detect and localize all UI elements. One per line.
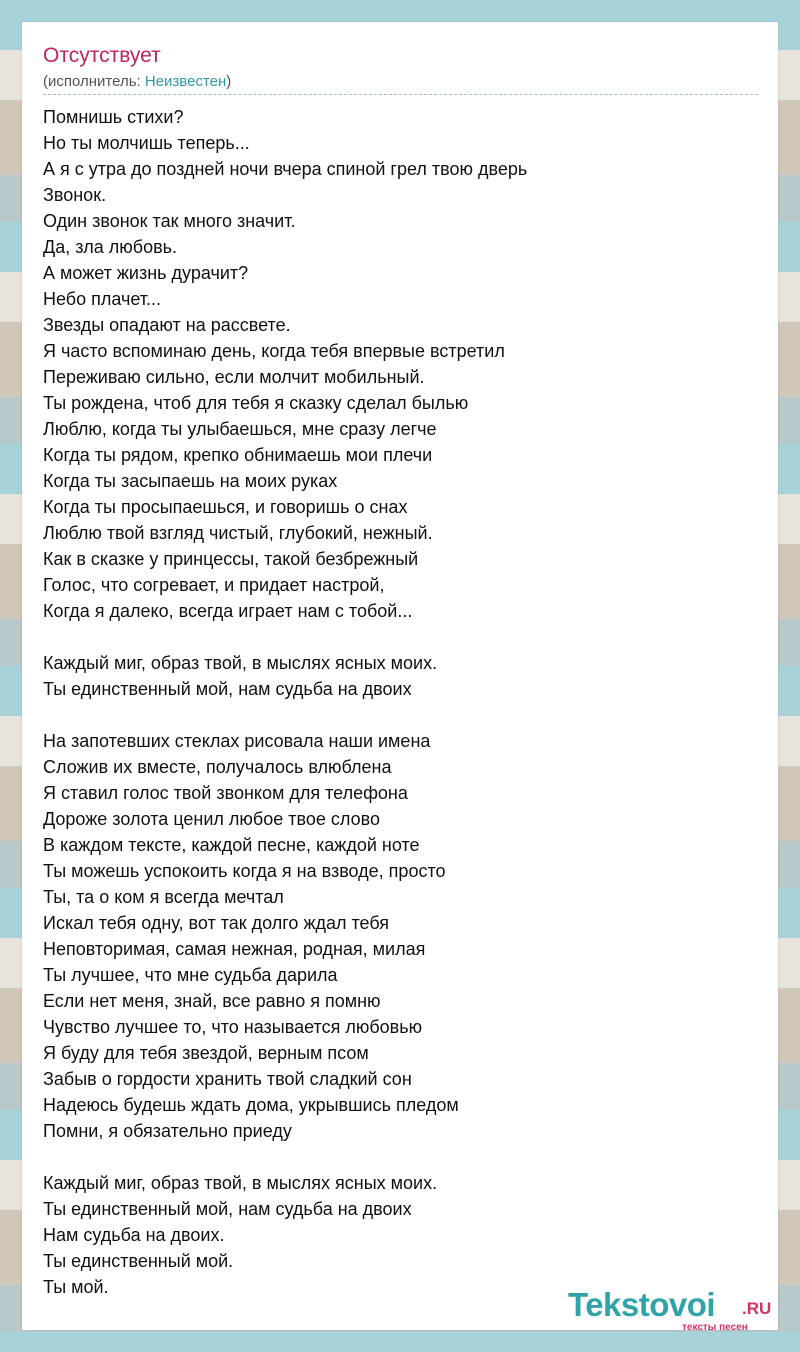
lyric-line: Люблю твой взгляд чистый, глубокий, нежный. (43, 523, 433, 543)
lyric-line: В каждом тексте, каждой песне, каждой ноте (43, 835, 420, 855)
lyric-line: Когда ты рядом, крепко обнимаешь мои плечи (43, 445, 433, 465)
lyric-line: Ты рождена, чтоб для тебя я сказку сделал былью (43, 393, 469, 413)
lyric-line: Да, зла любовь. (43, 237, 178, 257)
lyric-line: Я буду для тебя звездой, верным псом (43, 1043, 369, 1063)
lyric-line: Ты лучшее, что мне судьба дарила (43, 965, 338, 985)
artist-prefix: (исполнитель: (43, 73, 145, 90)
lyric-line: На запотевших стеклах рисовала наши имена (43, 731, 431, 751)
lyric-line: Звезды опадают на рассвете. (43, 315, 291, 335)
artist-link[interactable]: Неизвестен (144, 73, 227, 90)
lyric-line: Неповторимая, самая нежная, родная, милая (43, 939, 426, 959)
lyric-line: Один звонок так много значит. (43, 211, 296, 231)
lyric-line: Каждый миг, образ твой, в мыслях ясных моих. (43, 653, 438, 673)
title-divider (43, 94, 758, 95)
lyric-line: Ты единственный мой. (43, 1251, 234, 1271)
logo-tagline: тексты песен (682, 1322, 748, 1333)
lyric-line: Каждый миг, образ твой, в мыслях ясных моих. (43, 1173, 438, 1193)
lyrics-card (22, 22, 778, 1333)
logo-domain: .RU (742, 1299, 772, 1318)
lyric-line: Нам судьба на двоих. (43, 1225, 225, 1245)
lyric-line: Небо плачет... (43, 289, 162, 309)
lyric-line: А я с утра до поздней ночи вчера спиной грел твою дверь (43, 159, 528, 179)
lyric-line: Когда ты засыпаешь на моих руках (43, 471, 338, 491)
lyric-line: Переживаю сильно, если молчит мобильный. (43, 367, 425, 387)
lyric-line: Помни, я обязательно приеду (43, 1121, 292, 1141)
lyric-line: Когда я далеко, всегда играет нам с тобой... (43, 601, 413, 621)
lyric-line: Когда ты просыпаешься, и говоришь о снах (43, 497, 408, 517)
lyric-line (43, 624, 763, 650)
lyric-line: Звонок. (43, 185, 107, 205)
lyric-line (43, 1144, 763, 1170)
lyric-line: Голос, что согревает, и придает настрой, (43, 575, 385, 595)
artist-suffix: ) (226, 73, 232, 90)
lyric-line: Надеюсь будешь ждать дома, укрывшись пледом (43, 1095, 459, 1115)
lyric-line: Ты единственный мой, нам судьба на двоих (43, 679, 412, 699)
logo-wordmark: Tekstovoi (568, 1286, 716, 1323)
lyric-line: А может жизнь дурачит? (43, 263, 249, 283)
lyric-line: Дороже золота ценил любое твое слово (43, 809, 380, 829)
lyric-line: Как в сказке у принцессы, такой безбрежный (43, 549, 419, 569)
site-logo[interactable] (568, 1286, 778, 1333)
lyric-line: Искал тебя одну, вот так долго ждал тебя (43, 913, 390, 933)
lyric-line: Люблю, когда ты улыбаешься, мне сразу легче (43, 419, 437, 439)
lyric-line: Забыв о гордости хранить твой сладкий сон (43, 1069, 412, 1089)
lyric-line: Ты мой. (43, 1277, 109, 1297)
lyric-line: Сложив их вместе, получалось влюблена (43, 757, 392, 777)
lyric-line: Чувство лучшее то, что называется любовью (43, 1017, 423, 1037)
lyric-line: Я ставил голос твой звонком для телефона (43, 783, 408, 803)
lyric-line: Помнишь стихи? (43, 107, 184, 127)
lyric-line: Но ты молчишь теперь... (43, 133, 250, 153)
lyrics-text (43, 104, 763, 1300)
lyric-line: Я часто вспоминаю день, когда тебя впервые встретил (43, 341, 505, 361)
lyric-line: Ты, та о ком я всегда мечтал (43, 887, 284, 907)
lyric-line: Ты можешь успокоить когда я на взводе, просто (43, 861, 446, 881)
lyric-line (43, 702, 763, 728)
lyric-line: Если нет меня, знай, все равно я помню (43, 991, 381, 1011)
song-title: Отсутствует (43, 44, 161, 67)
artist-line (43, 73, 231, 90)
lyric-line: Ты единственный мой, нам судьба на двоих (43, 1199, 412, 1219)
